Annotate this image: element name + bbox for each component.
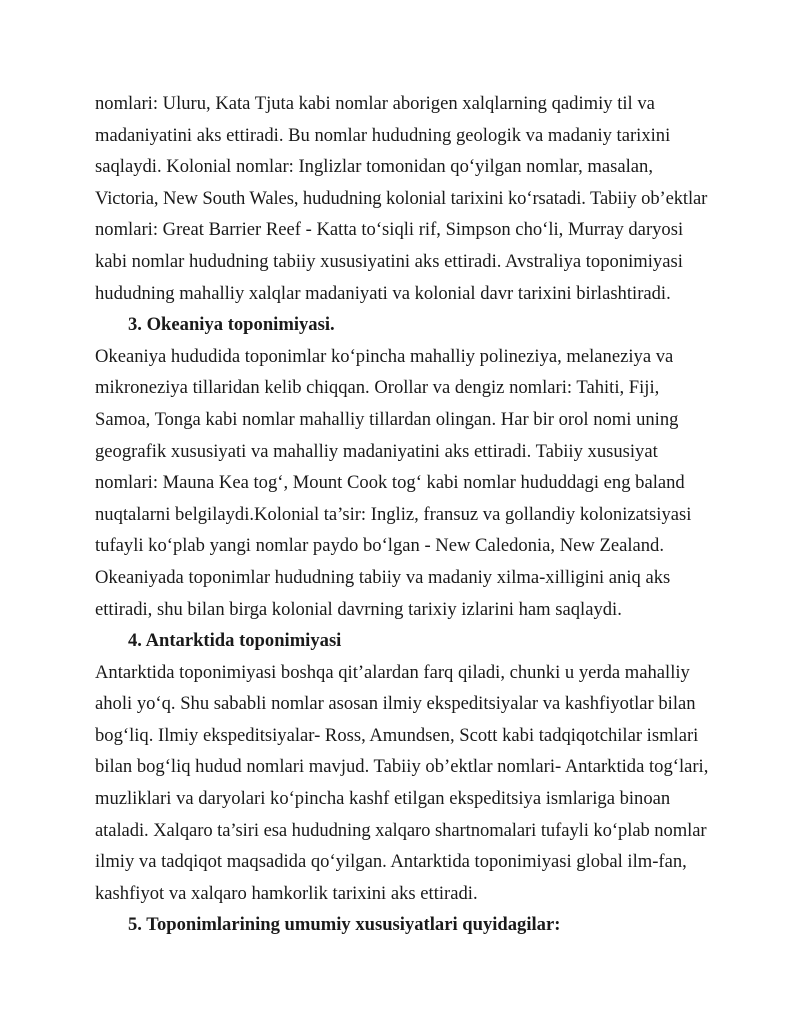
paragraph-line: tufayli ko‘plab yangi nomlar paydo bo‘lgan - New Caledonia, New Zealand.: [95, 535, 664, 557]
paragraph-line: Antarktida toponimiyasi boshqa qit’alardan farq qiladi, chunki u yerda mahalliy: [95, 661, 690, 683]
paragraph-line: ataladi. Xalqaro ta’siri esa hududning xalqaro shartnomalari tufayli ko‘plab nomlar: [95, 819, 707, 841]
paragraph-line: hududning mahalliy xalqlar madaniyati va kolonial davr tarixini birlashtiradi.: [95, 282, 671, 304]
paragraph-line: nuqtalarni belgilaydi.Kolonial ta’sir: Ingliz, fransuz va gollandiy kolonizatsiyasi: [95, 503, 692, 525]
section-heading: 3. Okeaniya toponimiyasi.: [128, 314, 335, 336]
document-body: [95, 88, 707, 941]
paragraph-line: madaniyatini aks ettiradi. Bu nomlar hududning geologik va madaniy tarixini: [95, 124, 671, 146]
paragraph-line: kabi nomlar hududning tabiiy xususiyatini aks ettiradi. Avstraliya toponimiyasi: [95, 250, 683, 272]
paragraph-line: Samoa, Tonga kabi nomlar mahalliy tillardan olingan. Har bir orol nomi uning: [95, 408, 679, 430]
paragraph-line: bog‘liq. Ilmiy ekspeditsiyalar- Ross, Amundsen, Scott kabi tadqiqotchilar ismlari: [95, 724, 699, 746]
paragraph-line: nomlari: Uluru, Kata Tjuta kabi nomlar aborigen xalqlarning qadimiy til va: [95, 93, 655, 114]
paragraph-line: ettiradi, shu bilan birga kolonial davrning tarixiy izlarini ham saqlaydi.: [95, 598, 622, 620]
paragraph-line: aholi yo‘q. Shu sababli nomlar asosan ilmiy ekspeditsiyalar va kashfiyotlar bilan: [95, 693, 696, 715]
paragraph-line: muzliklari va daryolari ko‘pincha kashf etilgan ekspeditsiya ismlariga binoan: [95, 788, 671, 810]
section-heading: 5. Toponimlarining umumiy xususiyatlari quyidagilar:: [128, 914, 561, 936]
section-heading: 4. Antarktida toponimiyasi: [128, 630, 342, 652]
paragraph-line: saqlaydi. Kolonial nomlar: Inglizlar tomonidan qo‘yilgan nomlar, masalan,: [95, 156, 653, 178]
paragraph-line: nomlari: Mauna Kea tog‘, Mount Cook tog‘ kabi nomlar hududdagi eng baland: [95, 472, 685, 494]
paragraph-line: bilan bog‘liq hudud nomlari mavjud. Tabiiy ob’ektlar nomlari- Antarktida tog‘lari,: [95, 756, 709, 778]
paragraph-line: ilmiy va tadqiqot maqsadida qo‘yilgan. Antarktida toponimiyasi global ilm-fan,: [95, 851, 687, 873]
paragraph-line: Okeaniyada toponimlar hududning tabiiy va madaniy xilma-xilligini aniq aks: [95, 566, 671, 588]
paragraph-line: Okeaniya hududida toponimlar ko‘pincha mahalliy polineziya, melaneziya va: [95, 345, 674, 367]
paragraph-line: Victoria, New South Wales, hududning kolonial tarixini ko‘rsatadi. Tabiiy ob’ektlar: [95, 187, 708, 209]
paragraph-line: nomlari: Great Barrier Reef - Katta to‘siqli rif, Simpson cho‘li, Murray daryosi: [95, 219, 684, 241]
paragraph-line: mikroneziya tillaridan kelib chiqqan. Orollar va dengiz nomlari: Tahiti, Fiji,: [95, 377, 660, 399]
paragraph-line: kashfiyot va xalqaro hamkorlik tarixini aks ettiradi.: [95, 882, 478, 904]
paragraph-line: geografik xususiyati va mahalliy madaniyatini aks ettiradi. Tabiiy xususiyat: [95, 440, 658, 462]
